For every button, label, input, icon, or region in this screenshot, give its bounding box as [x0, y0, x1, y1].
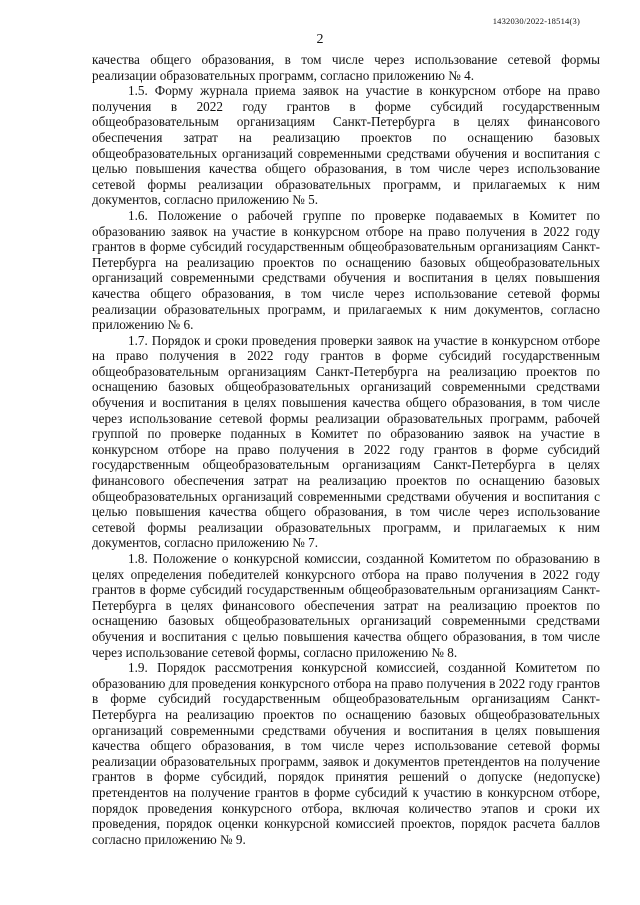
paragraph-1-9: 1.9. Порядок рассмотрения конкурсной комиссией, созданной Комитетом по образованию для проведения конкурсного отбора на право получения в 2022 году грантов в форме субсидий государственным общеобразовательным организациям Санкт-Петербурга на реализацию проектов по оснащению базовых общеобразовательных организаций современными средствами обучения и воспитания в целях повышения качества общего образования, в том числе через использование сетевой формы реализации образовательных программ, заявок и документов претендентов на получение грантов в форме субсидий, порядок принятия решений о допуске (недопуске) претендентов на получение грантов в форме субсидий к участию в конкурсном отборе, порядок проведения конкурсного отбора, включая количество этапов и сроки их проведения, порядок оценки конкурсной комиссией проектов, порядок расчета баллов согласно приложению № 9. — [92, 660, 600, 847]
paragraph-continuation: качества общего образования, в том числе через использование сетевой формы реализации образовательных программ, согласно приложению № 4. — [92, 52, 600, 83]
page-number: 2 — [316, 32, 324, 47]
document-id: 1432030/2022-18514(3) — [492, 16, 580, 26]
document-body — [92, 52, 600, 847]
paragraph-1-8: 1.8. Положение о конкурсной комиссии, созданной Комитетом по образованию в целях определения победителей конкурсного отбора на право получения в 2022 году грантов в форме субсидий государственным общеобразовательным организациям Санкт-Петербурга в целях финансового обеспечения затрат на реализацию проектов по оснащению базовых общеобразовательных организаций современными средствами обучения и воспитания с целью повышения качества общего образования, в том числе через использование сетевой формы, согласно приложению № 8. — [92, 551, 600, 660]
paragraph-1-6: 1.6. Положение о рабочей группе по проверке подаваемых в Комитет по образованию заявок на участие в конкурсном отборе на право получения в 2022 году грантов в форме субсидий государственным общеобразовательным организациям Санкт-Петербурга на реализацию проектов по оснащению базовых общеобразовательных организаций современными средствами обучения и воспитания в целях повышения качества общего образования, в том числе через использование сетевой формы реализации образовательных программ, и прилагаемых к ним документов, согласно приложению № 6. — [92, 207, 600, 333]
paragraph-1-7: 1.7. Порядок и сроки проведения проверки заявок на участие в конкурсном отборе на право получения в 2022 году грантов в форме субсидий государственным общеобразовательным организациям Санкт-Петербурга на реализацию проектов по оснащению базовых общеобразовательных организаций современными средствами обучения и воспитания в целях повышения качества общего образования, в том числе через использование сетевой формы реализации образовательных программ, рабочей группой по проверке поданных в Комитет по образованию заявок на участие в конкурсном отборе на право получения в 2022 году грантов в форме субсидий государственным общеобразовательным организациям Санкт-Петербурга в целях финансового обеспечения затрат на реализацию проектов по оснащению базовых общеобразовательных организаций современными средствами обучения и воспитания с целью повышения качества общего образования, в том числе через использование сетевой формы реализации образовательных программ, и прилагаемых к ним документов, согласно приложению № 7. — [92, 332, 600, 551]
paragraph-1-5: 1.5. Форму журнала приема заявок на участие в конкурсном отборе на право получения в 2022 году грантов в форме субсидий государственным общеобразовательным организациям Санкт-Петербурга в целях финансового обеспечения затрат на реализацию проектов по оснащению базовых общеобразовательных организаций современными средствами обучения и воспитания с целью повышения качества общего образования, в том числе через использование сетевой формы реализации образовательных программ, и прилагаемых к ним документов, согласно приложению № 5. — [92, 83, 600, 208]
